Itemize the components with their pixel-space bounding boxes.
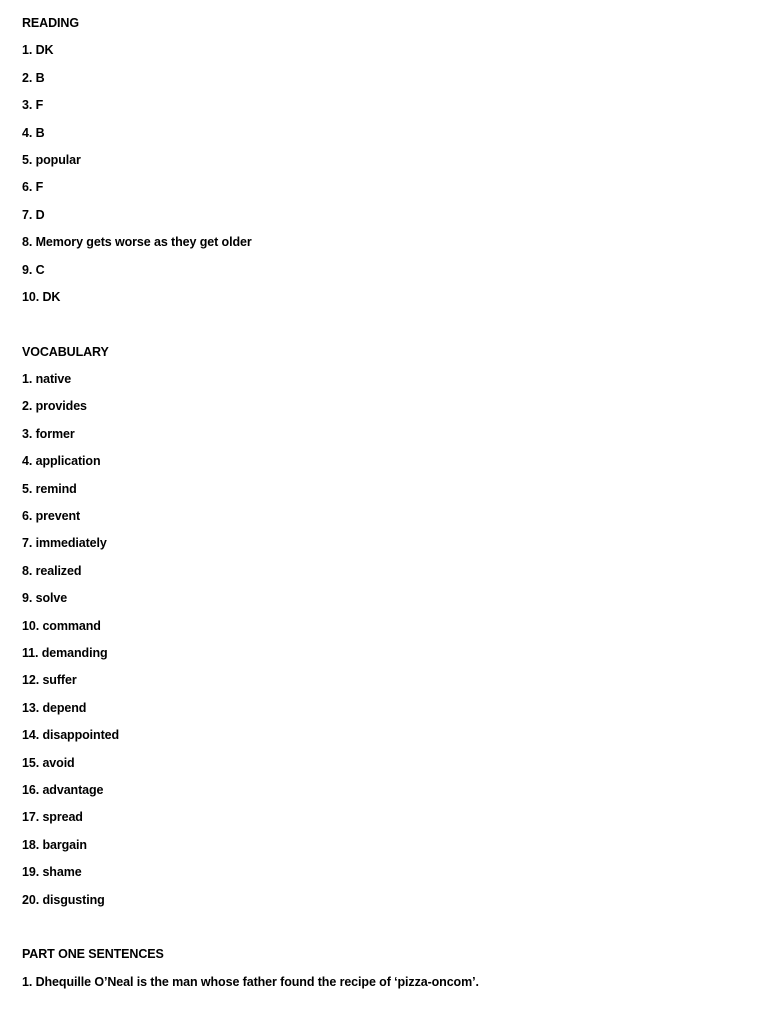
vocabulary-answer-7: 7. immediately xyxy=(22,536,107,551)
vocabulary-answer-10: 10. command xyxy=(22,618,101,633)
reading-answer-5: 5. popular xyxy=(22,152,81,167)
vocabulary-answer-15: 15. avoid xyxy=(22,755,75,770)
vocabulary-answer-11: 11. demanding xyxy=(22,645,108,660)
part-one-heading: PART ONE SENTENCES xyxy=(22,947,164,962)
vocabulary-answer-16: 16. advantage xyxy=(22,782,104,797)
vocabulary-answer-3: 3. former xyxy=(22,426,75,441)
reading-answer-8: 8. Memory gets worse as they get older xyxy=(22,235,252,250)
vocabulary-answer-19: 19. shame xyxy=(22,865,82,880)
vocabulary-answer-4: 4. application xyxy=(22,454,101,469)
vocabulary-answer-1: 1. native xyxy=(22,372,72,387)
vocabulary-answer-6: 6. prevent xyxy=(22,509,81,524)
vocabulary-answer-20: 20. disgusting xyxy=(22,892,105,907)
section-spacer xyxy=(22,315,746,342)
vocabulary-answer-14: 14. disappointed xyxy=(22,728,120,743)
reading-answer-1: 1. DK xyxy=(22,43,54,58)
reading-answer-3: 3. F xyxy=(22,98,44,113)
vocabulary-answer-13: 13. depend xyxy=(22,700,87,715)
reading-heading: READING xyxy=(22,16,79,30)
reading-answer-9: 9. C xyxy=(22,262,45,277)
vocabulary-answer-12: 12. suffer xyxy=(22,673,77,688)
reading-answer-10: 10. DK xyxy=(22,289,61,304)
reading-answer-list xyxy=(22,41,746,315)
vocabulary-answer-2: 2. provides xyxy=(22,399,87,414)
document-page xyxy=(22,14,746,1000)
part-one-sentence-1: 1. Dhequille O’Neal is the man whose father found the recipe of ‘pizza-oncom’. xyxy=(22,974,479,989)
vocabulary-answer-17: 17. spread xyxy=(22,810,83,825)
reading-answer-6: 6. F xyxy=(22,180,44,195)
vocabulary-answer-9: 9. solve xyxy=(22,591,68,606)
vocabulary-answer-18: 18. bargain xyxy=(22,837,87,852)
reading-answer-4: 4. B xyxy=(22,125,45,140)
section-spacer xyxy=(22,918,746,945)
part-one-sentence-list xyxy=(22,973,746,1000)
vocabulary-answer-8: 8. realized xyxy=(22,563,82,578)
reading-answer-2: 2. B xyxy=(22,70,45,85)
vocabulary-answer-5: 5. remind xyxy=(22,481,77,496)
reading-answer-7: 7. D xyxy=(22,207,45,222)
vocabulary-answer-list xyxy=(22,370,746,918)
vocabulary-heading: VOCABULARY xyxy=(22,344,109,359)
